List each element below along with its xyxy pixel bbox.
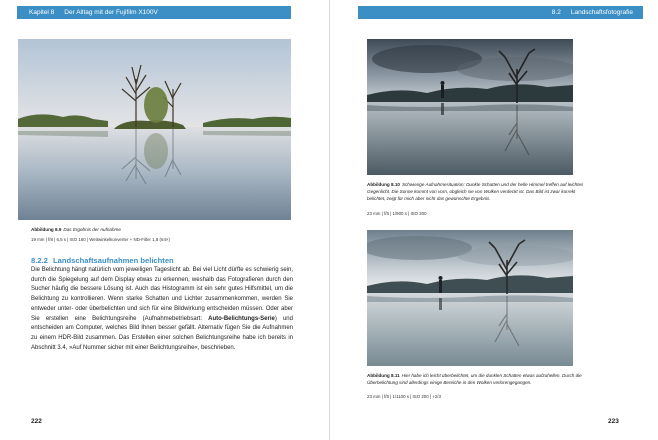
figure-caption-8-11 [367,372,587,386]
figure-description: Hier habe ich leicht überbelichtet, um die dunklen Schatten etwas aufzuhellen. Durch die Überbelichtung sind allerdings einige Bereiche in den Wolken verlorengegangen. [367,373,582,385]
figure-caption-8-9 [31,226,291,233]
dead-tree-lake-photo-1 [367,39,573,175]
paragraph-bold-term: Auto-Belichtungs-Serie [208,315,275,322]
section-heading [31,256,174,265]
page-number-left: 222 [31,418,42,425]
section-number: 8.2.2 [31,256,48,265]
section-label: 8.2 [551,9,561,16]
figure-label: Abbildung 8.9 [31,227,62,232]
left-running-header [17,6,291,19]
figure-description: Schwierige Aufnahmesituation: Dunkle Schatten und der helle Himmel treffen auf leichtes Gegenlicht. Die Sonne kommt von vorn, obgleich sie von Wolken verdeckt ist. Das Bild ist zwar korrekt belichtet, zeigt für mich aber nicht das gewünschte Ergebnis. [367,182,584,201]
chapter-title: Der Alltag mit der Fujifilm X100V [64,9,158,16]
figure-description: Das Ergebnis der Aufnahme [63,227,121,232]
section-header-title: Landschaftsfotografie [570,9,633,16]
paragraph-text-2: ) und entscheiden am Computer, welches Bild Ihnen besser gefällt. Alternativ fügen Sie die Aufnahmen zu einem HDR-Bild zusammen. Das Erstellen einer solchen Belichtungsreihe habe ich bereits in Abschnitt 3.4, »Auf Nummer sicher mit einer Belichtungsreihe«, beschrieben. [31,315,293,351]
figure-meta-8-11: 23 mm | f/5 | 1/1100 s | ISO 200 | +2/3 [367,394,441,399]
figure-label: Abbildung 8.10 [367,182,400,187]
lake-island-photo [18,39,291,220]
page-gutter [329,0,330,440]
body-paragraph [31,266,293,353]
section-title: Landschaftsaufnahmen belichten [53,256,174,265]
dead-tree-lake-photo-2 [367,230,573,366]
figure-label: Abbildung 8.11 [367,373,400,378]
figure-caption-8-10 [367,181,587,202]
paragraph-text-1: Die Belichtung hängt natürlich vom jeweiligen Tageslicht ab. Bei viel Licht dürfte es schwierig sein, durch die Spiegelung auf dem Display etwas zu erkennen, weshalb das Fotografieren durch den Sucher häufig die bessere Lösung ist. Auch das Histogramm ist ein sehr gutes Hilfsmittel, um die Belichtung zu kontrollieren. Wenn starke Schatten und Lichter zusammenkommen, werden Sie entweder unter- oder überbelichten und sich für eine Bildwirkung entscheiden müssen. Oder aber Sie erstellen eine Belichtungsreihe (Aufnahmebetriebsart: [31,267,293,322]
right-running-header [358,6,643,19]
chapter-label: Kapitel 8 [29,9,55,16]
page-number-right: 223 [608,418,619,425]
figure-meta-8-10: 23 mm | f/5 | 1/900 s | ISO 200 [367,211,427,216]
figure-meta-8-9: 19 mm | f/8 | 6,5 s | ISO 160 | Weitwinkelkonverter + ND-Filter 1,8 (64×) [31,237,170,242]
